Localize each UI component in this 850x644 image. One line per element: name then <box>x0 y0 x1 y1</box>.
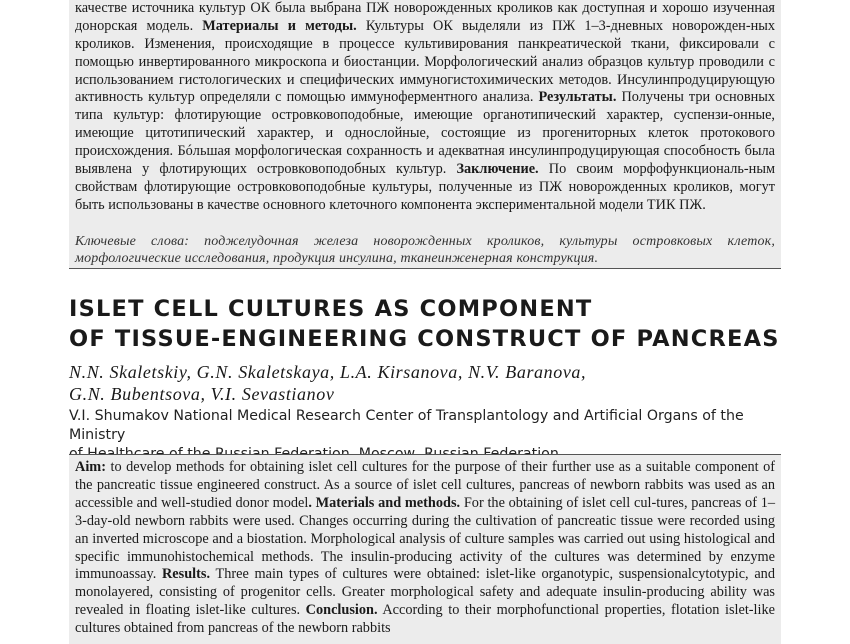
article-title <box>69 294 781 354</box>
affiliation-line-1: V.I. Shumakov National Medical Research Center of Transplantology and Artificial Organs of the Ministry <box>69 408 744 443</box>
russian-keywords: Ключевые слова: поджелудочная железа новорожденных кроликов, культуры островковых клеток, морфологические исследования, продукция инсулина, тканеинженерная конструкция. <box>75 234 775 266</box>
title-line-2: OF TISSUE-ENGINEERING CONSTRUCT OF PANCREAS <box>69 326 780 352</box>
ru-methods-text: Культуры ОК выделяли из ПЖ 1–3-дневных новорожден-ных кроликов. Изменения, происходящие в процессе культивирования панкреатической ткани, фиксировали с помощью инвертированного микроскопа и биостанции. Морфологический анализ образцов культур проводили с использованием гистологических и специфических иммуногистохимических методов. Инсулинпродуцирующую активность культур определяли с помощью иммуноферментного анализа. <box>75 17 776 106</box>
ru-conclusion-text: По своим морфофункциональ-ным свойствам флотирующие островковоподобные культуры, полученные из ПЖ новорожденных кроликов, могут быть использованы в качестве основного клеточного компонента экспериментальной модели ТИК ПЖ. <box>75 161 775 213</box>
english-abstract-text <box>75 459 775 638</box>
results-heading: Results. <box>161 566 211 583</box>
conclusion-heading: Conclusion. <box>305 602 378 619</box>
title-line-1: ISLET CELL CULTURES AS COMPONENT <box>69 296 593 322</box>
english-abstract-box <box>69 454 781 644</box>
authors-line-1: N.N. Skaletskiy, G.N. Skaletskaya, L.A. Kirsanova, N.V. Baranova, <box>69 362 587 382</box>
methods-text: For the obtaining of islet cell cul-tures, pancreas of 1–3-day-old newborn rabbits were used. Changes occurring during the cultivation of pancreatic tissue were recorded using an inverted microscope and a biostation. Morphological analysis of culture samples was carried out using histological and specific immunohistochemical methods. The insulin-producing activity of the cultures was determined by enzyme immunoassay. <box>75 494 775 583</box>
ru-line-2: качестве источника культур ОК была выбрана ПЖ новорожденных кроликов как доступная и хорошо <box>75 0 709 16</box>
ru-methods-heading: Материалы и методы. <box>202 17 357 34</box>
aim-text: to develop methods for obtaining islet cell cultures for the purpose of their further use as a suitable component of the pancreatic tissue engineered construct. As a source of islet cell cultures, pancreas of newborn rabbits was used as an accessible and well-studied donor model <box>75 459 775 511</box>
authors-line-2: G.N. Bubentsova, V.I. Sevastianov <box>69 384 335 404</box>
ru-line-3: изученная донорская модель. <box>75 0 775 34</box>
russian-abstract-text <box>75 0 775 215</box>
ru-results-text: Получены три основных типа культур: флотирующие островковоподобные, имеющие органотипический характер, суспензи-онные, имеющие цитотипический характер, и однослойные, состоящие из прогениторных клеток протокового происхождения. Бóльшая морфологическая сохранность и адекватная инсулинпродуцирующая способность была выявлена у флотирующих островковоподобных культур. <box>75 89 775 178</box>
results-text: Three main types of cultures were obtained: islet-like organotypic, suspensionalcytotypic, and monolayered, consisting of progenitor cells. Greater morphological safety and adequate insulin-producing ability was revealed in floating islet-like cultures. <box>75 566 775 619</box>
authors <box>69 361 781 405</box>
aim-heading: Aim: <box>75 459 106 475</box>
ru-results-heading: Результаты. <box>538 89 617 106</box>
methods-heading: . Materials and methods. <box>308 494 461 511</box>
conclusion-text: According to their morphofunctional properties, flotation islet-like cultures obtained from pancreas of the newborn rabbits <box>75 602 775 637</box>
russian-abstract-box <box>69 0 781 269</box>
ru-conclusion-heading: Заключение. <box>456 161 539 178</box>
